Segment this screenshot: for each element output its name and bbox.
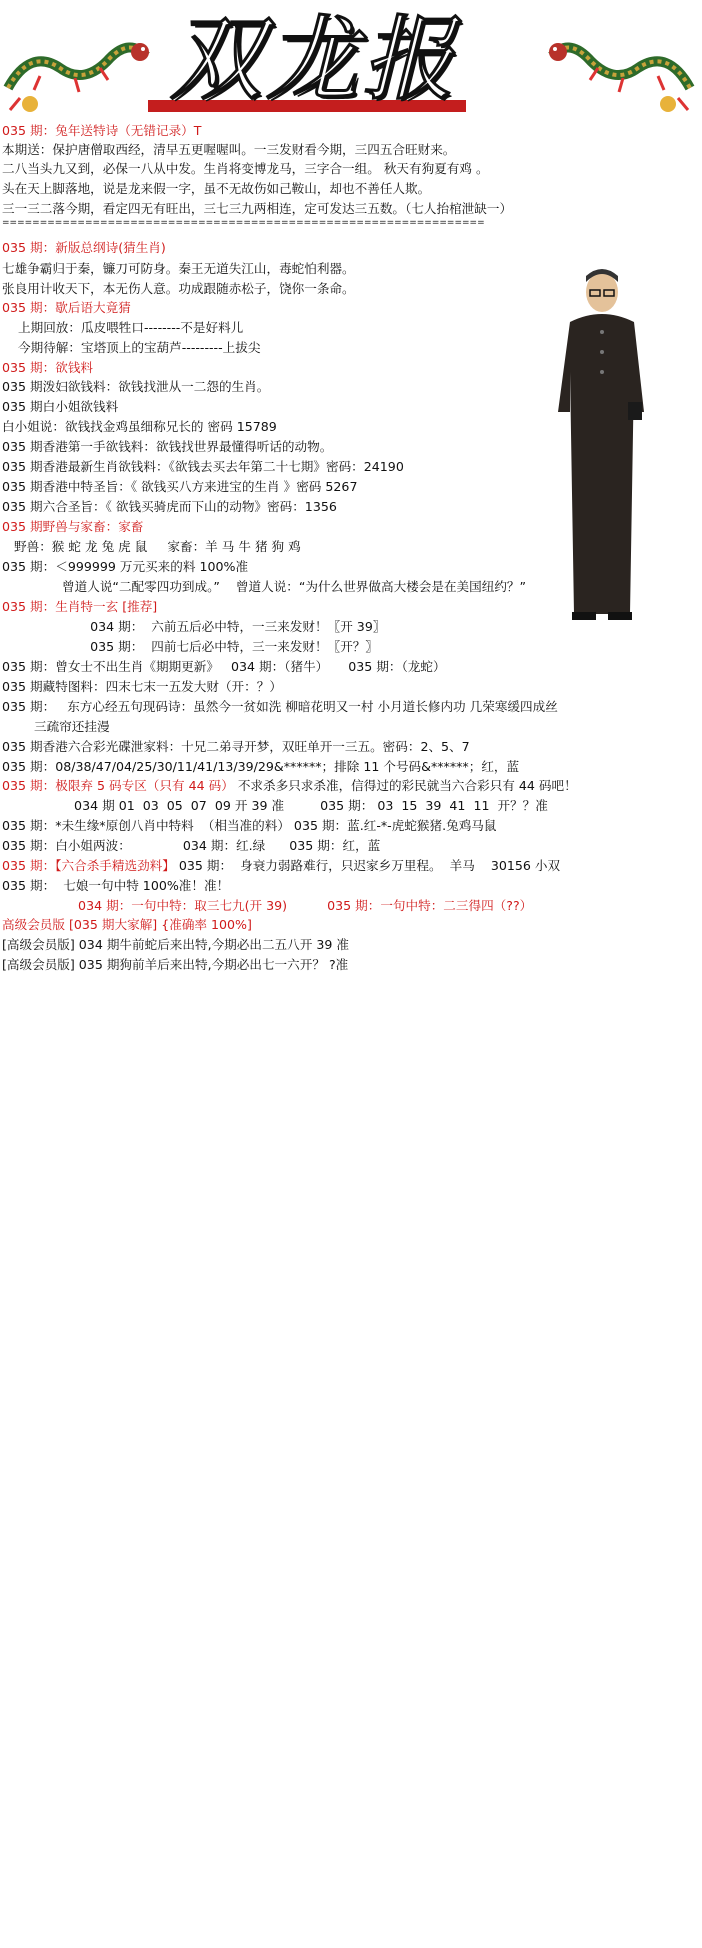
text-line [2, 936, 349, 954]
text-segment: 三疏帘还挂漫 [2, 719, 110, 734]
text-line [2, 678, 282, 696]
text-line [2, 160, 489, 178]
text-line [2, 638, 378, 656]
text-segment: 035 期： 身衰力弱路难行，只迟家乡万里程。 羊马 30156 小双 [174, 858, 561, 873]
text-segment: 035 期：新版总纲诗(猜生肖) [2, 240, 166, 255]
text-line [2, 877, 229, 895]
text-line [2, 538, 301, 556]
text-line [2, 718, 110, 736]
text-line [2, 698, 558, 716]
text-line [2, 956, 348, 974]
text-line [2, 280, 355, 298]
dragon-right-icon [548, 28, 698, 118]
text-line [2, 777, 577, 795]
text-segment: [高级会员版] 034 期牛前蛇后来出特,今期必出二五八开 39 准 [2, 937, 349, 952]
text-segment: 034 期 01 03 05 07 09 开 39 准 035 期： 03 15 39 41 11 开？？准 [2, 798, 548, 813]
text-segment: 035 期：*未生缘*原创八肖中特料 （相当准的料） 035 期：蓝.红-*-虎蛇猴猪.兔鸡马鼠 [2, 818, 497, 833]
text-line [2, 916, 252, 934]
text-segment: 本期送：保护唐僧取西经，清早五更喔喔叫。一三发财看今期，三四五合旺财来。 [2, 142, 456, 157]
text-line [2, 239, 166, 257]
text-segment: 035 期：生肖特一玄 [推荐] [2, 599, 158, 614]
text-line [2, 758, 519, 776]
text-line [2, 478, 357, 496]
text-segment: 头在天上脚落地，说是龙来假一字，虽不无故伤如己鞍山，却也不善任人欺。 [2, 181, 431, 196]
text-line [2, 299, 131, 317]
separator-text: ================================================================ [2, 218, 485, 228]
text-segment: 035 期： 七娘一句中特 100%准！准！ [2, 878, 230, 893]
text-segment: 035 期：08/38/47/04/25/30/11/41/13/39/29&******；排除 11 个号码&******；红，蓝 [2, 759, 520, 774]
text-segment: 035 期： 四前七后必中特，三一来发财！〖开？〗 [2, 639, 378, 654]
text-segment: 035 期：极限弃 5 码专区（只有 44 码） [2, 778, 234, 793]
text-segment: 035 期香港第一手欲钱料：欲钱找世界最懂得听话的动物。 [2, 439, 333, 454]
text-segment: 035 期：兔年送特诗（无错记录）T [2, 123, 202, 138]
text-segment: 035 期泼妇欲钱料：欲钱找泄从一二怨的生肖。 [2, 379, 270, 394]
text-line [2, 618, 385, 636]
text-segment: 034 期： 六前五后必中特，一三来发财！〖开 39〗 [2, 619, 386, 634]
text-line [2, 319, 243, 337]
text-segment: 035 期：【六合杀手精选劲料】 [2, 858, 175, 873]
masthead [0, 0, 702, 122]
text-line [2, 359, 93, 377]
text-segment: 035 期香港中特圣旨：《 欲钱买八方来进宝的生肖 》密码 5267 [2, 479, 358, 494]
text-segment: 035 期：白小姐两波： 034 期：红.绿 035 期：红，蓝 [2, 838, 381, 853]
text-segment: 035 期： 东方心经五句现码诗：虽然今一贫如洗 柳暗花明又一村 小月道长修内功 几荣寒缓四成丝 [2, 699, 558, 714]
text-segment: 035 期白小姐欲钱料 [2, 399, 119, 414]
text-line [2, 378, 269, 396]
text-segment: 035 期：曾女士不出生肖《期期更新》 034 期：（猪牛） 035 期：（龙蛇） [2, 659, 446, 674]
page-title: 双龙报 [170, 6, 459, 113]
text-segment: 不求杀多只求杀准，信得过的彩民就当六合彩只有 44 码吧！ [233, 778, 577, 793]
text-segment: 野兽：猴 蛇 龙 兔 虎 鼠 家畜：羊 马 牛 猪 狗 鸡 [2, 539, 301, 554]
text-segment: 白小姐说：欲钱找金鸡虽细称兄长的 密码 15789 [2, 419, 277, 434]
text-segment: 035 期：欲钱料 [2, 360, 94, 375]
text-line [2, 260, 355, 278]
text-line [2, 598, 157, 616]
text-segment: 034 期：一句中特：取三七九(开 39) 035 期：一句中特：二三得四（??） [2, 898, 533, 913]
text-line [2, 339, 260, 357]
text-segment: 035 期野兽与家畜：家畜 [2, 519, 144, 534]
text-line [2, 738, 470, 756]
text-segment: 035 期六合圣旨：《 欲钱买骑虎而下山的动物》密码：1356 [2, 499, 337, 514]
text-segment: 今期待解：宝塔顶上的宝葫芦---------上拔尖 [2, 340, 261, 355]
text-line [2, 837, 380, 855]
text-line [2, 498, 337, 516]
text-line [2, 797, 548, 815]
text-segment: 曾道人说“二配零四功到成。” 曾道人说：“为什么世界做高大楼会是在美国纽约？” [2, 579, 527, 594]
text-segment: 二八当头九又到，必保一八从中发。生肖将变博龙马，三字合一组。 秋天有狗夏有鸡 。 [2, 161, 489, 176]
text-line [2, 438, 332, 456]
text-line [2, 518, 143, 536]
text-line [2, 578, 526, 596]
text-segment: 张良用计收天下，本无伤人意。功成跟随赤松子，饶你一条命。 [2, 281, 355, 296]
text-segment: 035 期香港六合彩光碟泄家料：十兄二弟寻开梦，双旺单开一三五。密码：2、5、7 [2, 739, 470, 754]
text-line [2, 458, 404, 476]
text-line [2, 122, 201, 140]
text-segment: 三一三二落今期，看定四无有旺出，三七三九两相连，定可发达三五数。（七人抬棺泄缺一） [2, 201, 513, 216]
text-segment: 035 期：歇后语大竟猜 [2, 300, 131, 315]
text-line [2, 897, 532, 915]
portrait-illustration [548, 262, 656, 624]
text-segment: 高级会员版 [035 期大家解] {准确率 100%] [2, 917, 252, 932]
text-line [2, 817, 496, 835]
text-segment: 上期回放：瓜皮喂牲口--------不是好料儿 [2, 320, 244, 335]
text-line [2, 398, 118, 416]
dragon-left-icon [0, 28, 150, 118]
text-line [2, 658, 446, 676]
text-line [2, 418, 277, 436]
text-segment: 七雄争霸归于秦，镰刀可防身。秦王无道失江山，毒蛇怕利器。 [2, 261, 355, 276]
text-segment: 035 期藏特图料：四末七末一五发大财（开：？） [2, 679, 282, 694]
text-line [2, 141, 455, 159]
text-line [2, 200, 512, 218]
text-segment: 035 期香港最新生肖欲钱料：《欲钱去买去年第二十七期》密码：24190 [2, 459, 404, 474]
text-line [2, 558, 248, 576]
text-segment: 035 期：＜999999 万元买来的料 100%准 [2, 559, 249, 574]
text-line [2, 180, 430, 198]
text-segment: [高级会员版] 035 期狗前羊后来出特,今期必出七一六开？ ?准 [2, 957, 349, 972]
text-line [2, 857, 560, 875]
